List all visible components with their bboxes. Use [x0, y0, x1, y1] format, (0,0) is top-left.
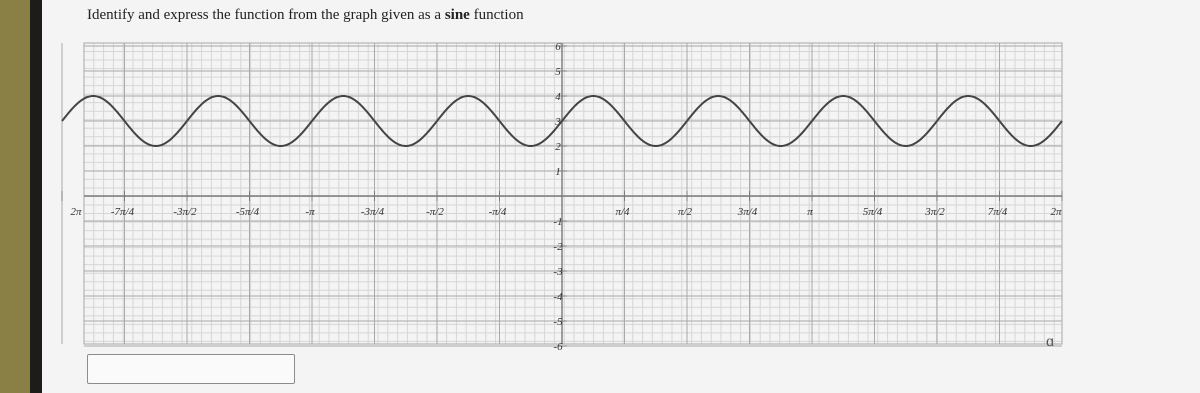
y-tick-label: 1: [555, 166, 561, 178]
prompt-text-before: Identify and express the function from the graph given as a: [87, 7, 445, 23]
y-tick-label: -2: [553, 241, 563, 253]
x-tick-label: -3π/2: [173, 206, 197, 218]
x-tick-label: 7π/4: [987, 206, 1008, 218]
y-tick-label: -6: [553, 341, 563, 353]
x-tick-label: -3π/4: [360, 206, 385, 218]
x-tick-label: 2π: [70, 206, 82, 218]
x-tick-label: 3π/4: [737, 206, 758, 218]
x-tick-label: π/2: [677, 206, 693, 218]
graph-labels: [70, 41, 1062, 353]
prompt-emphasis: sine: [444, 7, 470, 23]
y-tick-label: 6: [555, 41, 561, 53]
y-tick-label: -3: [553, 266, 563, 278]
x-tick-label: 2π: [1050, 206, 1062, 218]
x-tick-label: 3π/2: [925, 206, 945, 218]
y-tick-label: -1: [553, 216, 563, 228]
x-tick-label: -π/2: [426, 206, 444, 218]
x-tick-label: 5π/4: [862, 206, 883, 218]
y-tick-label: 5: [555, 66, 561, 78]
cursor-icon: ɑ: [1046, 333, 1055, 350]
x-tick-label: -π/4: [488, 206, 507, 218]
y-tick-label: -4: [553, 291, 563, 303]
prompt-text-after: function: [469, 7, 524, 23]
x-tick-label: π: [807, 206, 813, 218]
x-tick-label: π/4: [615, 206, 630, 218]
answer-input[interactable]: [87, 354, 295, 384]
y-tick-label: 3: [555, 116, 561, 128]
y-tick-label: 4: [555, 91, 561, 103]
y-tick-label: -5: [553, 316, 563, 328]
x-tick-label: -5π/4: [235, 206, 260, 218]
x-tick-label: -π: [305, 206, 315, 218]
x-tick-label: -7π/4: [110, 206, 135, 218]
y-tick-label: 2: [555, 141, 561, 153]
